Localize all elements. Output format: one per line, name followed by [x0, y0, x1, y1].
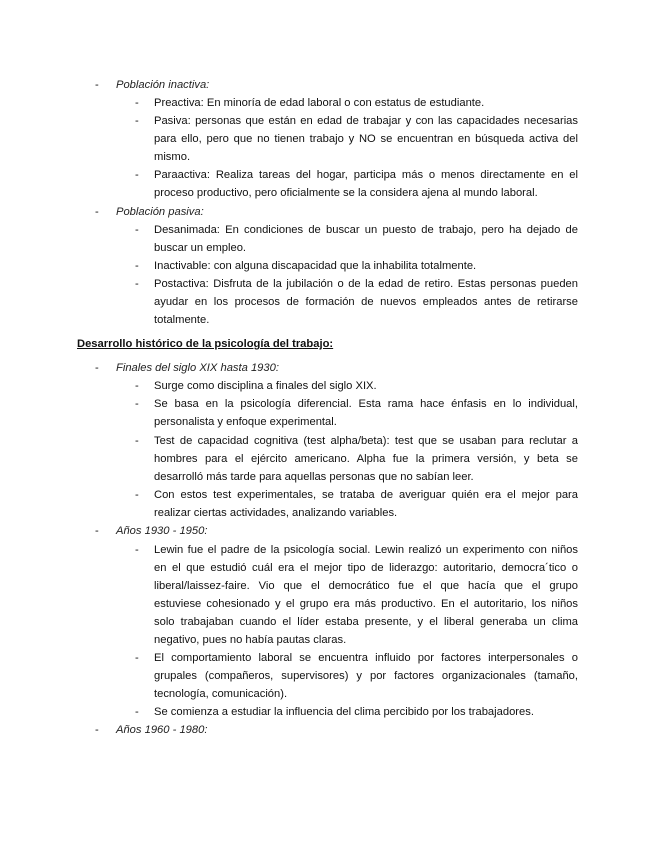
item-desanimada-line: buscar un empleo.	[154, 242, 247, 254]
list-dash: -	[135, 169, 139, 181]
section-label-inactiva: Población inactiva:	[116, 79, 210, 91]
list-dash: -	[135, 224, 139, 236]
item-postactiva-line: totalmente.	[154, 314, 210, 326]
list-dash: -	[135, 115, 139, 127]
period1-item: Surge como disciplina a finales del siglo XIX.	[154, 380, 377, 392]
list-dash: -	[135, 97, 139, 109]
period2-item-line: solo trabajaban cuando el líder estaba presente, y el liberal generaba un clima	[154, 616, 578, 628]
item-postactiva-line: Postactiva: Disfruta de la jubilación o de la edad de retiro. Estas personas pueden	[154, 278, 578, 290]
section-heading: Desarrollo histórico de la psicología del trabajo:	[77, 338, 334, 350]
item-pasiva-line: para ello, pero que no tienen trabajo y NO se encuentran en búsqueda activa del	[154, 133, 578, 145]
item-pasiva-line: mismo.	[154, 151, 191, 163]
item-paraactiva-line: Paraactiva: Realiza tareas del hogar, participa más o menos directamente en el	[154, 169, 578, 181]
list-dash: -	[135, 398, 139, 410]
item-inactivable: Inactivable: con alguna discapacidad que la inhabilita totalmente.	[154, 260, 477, 272]
period2-item-line: grupales (compañeros, supervisores) y por factores organizacionales (tamaño,	[154, 670, 578, 682]
period2-item-line: negativo, pues no había pautas claras.	[154, 634, 347, 646]
period1-item-line: personalista y enfoque experimental.	[154, 416, 337, 428]
list-dash: -	[95, 206, 99, 218]
period1-item-line: hombres para el ejército americano. Alpha fue la primera versión, y beta se	[154, 453, 578, 465]
period2-item-line: liberal/laissez-faire. Vio que el democrático fue el que hacía que el grupo	[154, 580, 578, 592]
list-dash: -	[135, 489, 139, 501]
item-postactiva-line: ayudar en los procesos de formación de nuevos empleados antes de retirarse	[154, 296, 578, 308]
section-label-pasiva: Población pasiva:	[116, 206, 204, 218]
item-desanimada-line: Desanimada: En condiciones de buscar un puesto de trabajo, pero ha dejado de	[154, 224, 578, 236]
list-dash: -	[95, 724, 99, 736]
list-dash: -	[135, 706, 139, 718]
list-dash: -	[95, 79, 99, 91]
period2-item-line: en el que estudió cuál era el mejor tipo de liderazgo: autoritario, democra´tico o	[154, 562, 578, 574]
period1-item-line: desarrolló más tarde para aquellas personas que no sabían leer.	[154, 471, 474, 483]
item-paraactiva-line: proceso productivo, pero oficialmente se la considera ajena al mundo laboral.	[154, 187, 538, 199]
list-dash: -	[135, 380, 139, 392]
list-dash: -	[95, 362, 99, 374]
period1-item-line: Se basa en la psicología diferencial. Esta rama hace énfasis en lo individual,	[154, 398, 578, 410]
period1-item-line: realizar ciertas actividades, analizando variables.	[154, 507, 398, 519]
period2-item-line: Lewin fue el padre de la psicología social. Lewin realizó un experimento con niños	[154, 544, 578, 556]
period1-item-line: Test de capacidad cognitiva (test alpha/beta): test que se usaban para reclutar a	[154, 435, 578, 447]
period2-item-line: estuviese cohesionado y el grupo era más productivo. En el autoritario, los niños	[154, 598, 578, 610]
list-dash: -	[135, 544, 139, 556]
period-label: Finales del siglo XIX hasta 1930:	[116, 362, 279, 374]
list-dash: -	[135, 652, 139, 664]
period2-item-line: tecnología, comunicación).	[154, 688, 288, 700]
list-dash: -	[135, 260, 139, 272]
period-label: Años 1960 - 1980:	[116, 724, 208, 736]
list-dash: -	[135, 435, 139, 447]
item-preactiva: Preactiva: En minoría de edad laboral o con estatus de estudiante.	[154, 97, 485, 109]
list-dash: -	[135, 278, 139, 290]
period2-item-line: El comportamiento laboral se encuentra influido por factores interpersonales o	[154, 652, 578, 664]
period2-item: Se comienza a estudiar la influencia del clima percibido por los trabajadores.	[154, 706, 534, 718]
list-dash: -	[95, 525, 99, 537]
item-pasiva-line: Pasiva: personas que están en edad de trabajar y con las capacidades necesarias	[154, 115, 578, 127]
period1-item-line: Con estos test experimentales, se trataba de averiguar quién era el mejor para	[154, 489, 578, 501]
period-label: Años 1930 - 1950:	[116, 525, 208, 537]
